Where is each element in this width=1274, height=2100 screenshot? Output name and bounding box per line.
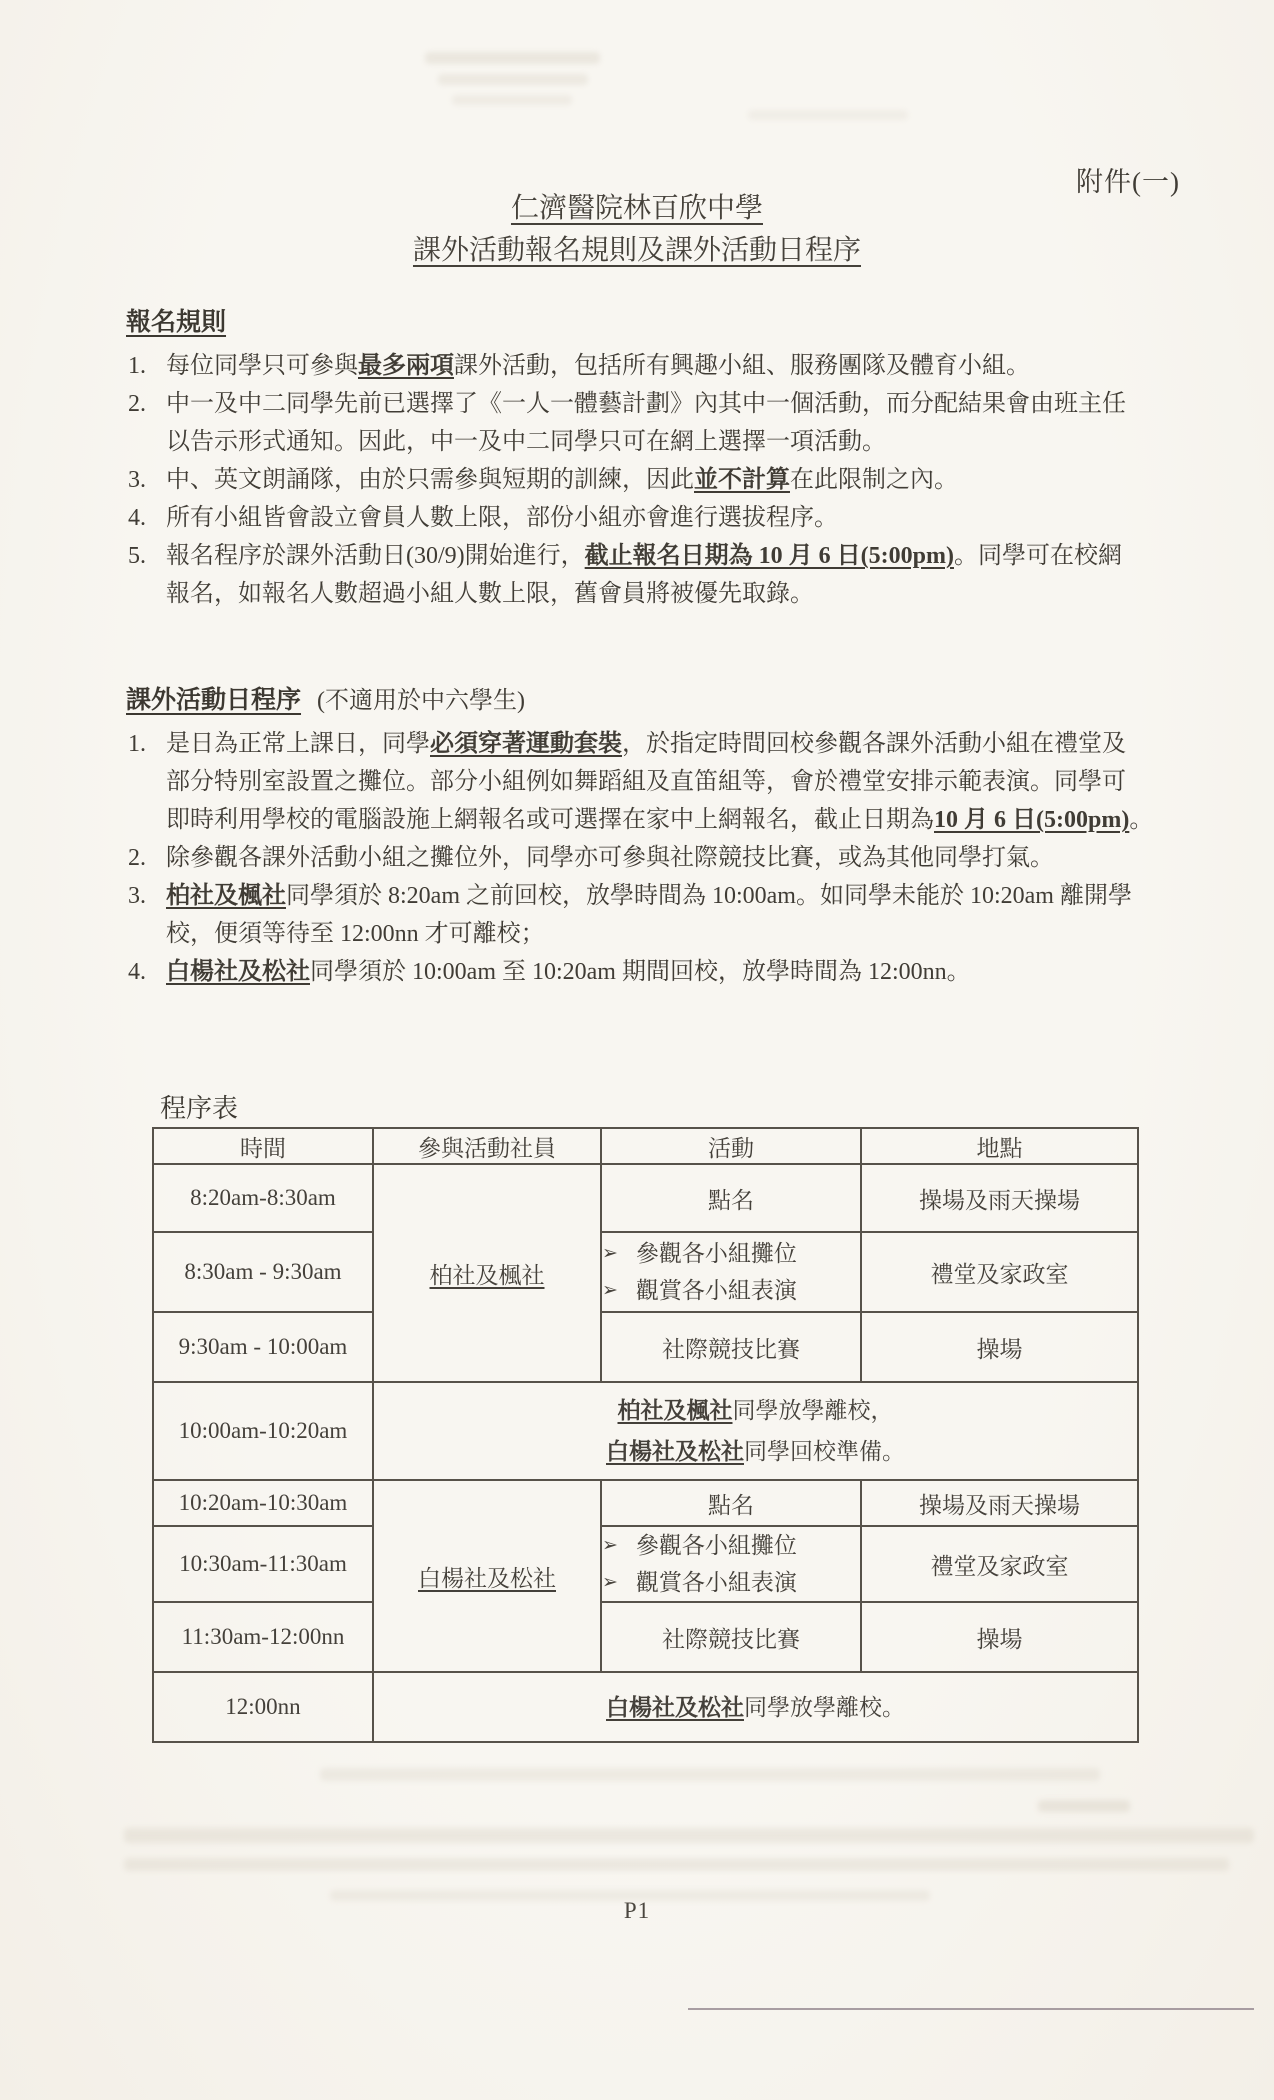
group-cell: 白楊社及松社 [373, 1480, 601, 1672]
schedule-header-row [153, 1128, 1138, 1164]
location-cell: 操場 [861, 1312, 1138, 1382]
schedule-row [153, 1232, 1138, 1312]
item-line: 報名程序於課外活動日(30/9)開始進行，截止報名日期為 10 月 6 日(5:00pm)。同學可在校網 [166, 543, 1122, 569]
activity-cell: 點名 [601, 1480, 861, 1526]
item-line: 中一及中二同學先前已選擇了《一人一體藝計劃》內其中一個活動，而分配結果會由班主任 [166, 391, 1126, 417]
time-cell: 10:30am-11:30am [153, 1526, 373, 1602]
list-item [120, 725, 1195, 839]
scan-bleedthrough-mark [330, 1890, 930, 1901]
document-title-block [0, 188, 1274, 272]
attachment-label: 附件(一) [1076, 167, 1180, 197]
schedule-table-label: 程序表 [160, 1094, 239, 1123]
scan-bleedthrough-mark [748, 110, 908, 120]
school-name: 仁濟醫院林百欣中學 [510, 193, 763, 224]
activity-heading-row [120, 680, 1195, 725]
scan-bleedthrough-mark [1038, 1800, 1130, 1812]
item-number: 4. [128, 959, 146, 985]
item-number: 1. [128, 731, 146, 757]
bullet-line [602, 1235, 860, 1272]
activity-day-section [120, 680, 1195, 991]
merged-note-cell [373, 1382, 1138, 1480]
schedule-row [153, 1602, 1138, 1672]
activity-cell [601, 1232, 861, 1312]
item-number: 2. [128, 391, 146, 417]
location-cell: 禮堂及家政室 [861, 1526, 1138, 1602]
time-cell: 8:30am - 9:30am [153, 1232, 373, 1312]
activity-day-list [120, 725, 1195, 991]
activity-cell: 社際競技比賽 [601, 1312, 861, 1382]
group-cell: 柏社及楓社 [373, 1164, 601, 1382]
time-cell: 8:20am-8:30am [153, 1164, 373, 1232]
rules-heading: 報名規則 [126, 309, 227, 336]
scan-bleedthrough-mark [320, 1768, 1100, 1781]
item-line: 每位同學只可參與最多兩項課外活動，包括所有興趣小組、服務團隊及體育小組。 [166, 353, 1030, 379]
item-number: 1. [128, 353, 146, 379]
arrow-bullet-icon: ➢ [602, 1243, 618, 1264]
item-number: 4. [128, 505, 146, 531]
time-cell: 10:00am-10:20am [153, 1382, 373, 1480]
item-line: 校，便須等待至 12:00nn 才可離校； [166, 921, 545, 947]
bullet-line [602, 1527, 860, 1564]
item-line: 以告示形式通知。因此，中一及中二同學只可在網上選擇一項活動。 [166, 429, 886, 455]
scan-bleedthrough-mark [124, 1858, 1229, 1871]
bullet-text: 參觀各小組攤位 [635, 1241, 797, 1266]
time-cell: 12:00nn [153, 1672, 373, 1742]
item-line: 中、英文朗誦隊，由於只需參與短期的訓練，因此並不計算在此限制之內。 [166, 467, 958, 493]
schedule-row [153, 1526, 1138, 1602]
activity-cell [601, 1526, 861, 1602]
location-cell: 操場及雨天操場 [861, 1164, 1138, 1232]
item-line: 部分特別室設置之攤位。部分小組例如舞蹈組及直笛組等，會於禮堂安排示範表演。同學可 [166, 769, 1126, 795]
scan-artifact-line [688, 2008, 1254, 2010]
bullet-line [602, 1272, 860, 1309]
item-line: 柏社及楓社同學須於 8:20am 之前回校，放學時間為 10:00am。如同學未能於 10:20am 離開學 [166, 883, 1132, 909]
activity-cell: 點名 [601, 1164, 861, 1232]
schedule-row [153, 1164, 1138, 1232]
document-subtitle: 課外活動報名規則及課外活動日程序 [412, 235, 861, 266]
list-item [120, 461, 1195, 499]
location-cell: 操場 [861, 1602, 1138, 1672]
arrow-bullet-icon: ➢ [602, 1280, 618, 1301]
col-header-activity: 活動 [601, 1128, 861, 1164]
col-header-group: 參與活動社員 [373, 1128, 601, 1164]
schedule-table [152, 1127, 1139, 1743]
bullet-text: 觀賞各小組表演 [635, 1570, 797, 1595]
item-number: 5. [128, 543, 146, 569]
scan-bleedthrough-mark [438, 74, 588, 85]
arrow-bullet-icon: ➢ [602, 1535, 618, 1556]
schedule-row [153, 1312, 1138, 1382]
item-line: 白楊社及松社同學須於 10:00am 至 10:20am 期間回校，放學時間為 12:00nn。 [166, 959, 971, 985]
list-item [120, 953, 1195, 991]
col-header-location: 地點 [861, 1128, 1138, 1164]
schedule-row [153, 1480, 1138, 1526]
scan-bleedthrough-mark [124, 1828, 1254, 1843]
activity-cell: 社際競技比賽 [601, 1602, 861, 1672]
list-item [120, 347, 1195, 385]
page-number: P1 [623, 1898, 651, 1923]
merged-note-line: 白楊社及松社同學放學離校。 [606, 1694, 905, 1720]
item-line: 除參觀各課外活動小組之攤位外，同學亦可參與社際競技比賽，或為其他同學打氣。 [166, 845, 1054, 871]
bullet-text: 觀賞各小組表演 [635, 1278, 797, 1303]
rules-heading-row [120, 302, 1195, 347]
list-item [120, 385, 1195, 461]
registration-rules-section [120, 302, 1195, 613]
schedule-row [153, 1382, 1138, 1480]
arrow-bullet-icon: ➢ [602, 1572, 618, 1593]
location-cell: 禮堂及家政室 [861, 1232, 1138, 1312]
scan-bleedthrough-mark [425, 52, 600, 64]
rules-list [120, 347, 1195, 613]
time-cell: 10:20am-10:30am [153, 1480, 373, 1526]
item-line: 所有小組皆會設立會員人數上限，部份小組亦會進行選拔程序。 [166, 505, 838, 531]
item-line: 即時利用學校的電腦設施上網報名或可選擇在家中上網報名，截止日期為10 月 6 日(5:00pm)。 [166, 807, 1154, 833]
item-line: 報名，如報名人數超過小組人數上限，舊會員將被優先取錄。 [166, 581, 814, 607]
location-cell: 操場及雨天操場 [861, 1480, 1138, 1526]
time-cell: 11:30am-12:00nn [153, 1602, 373, 1672]
schedule-row [153, 1672, 1138, 1742]
col-header-time: 時間 [153, 1128, 373, 1164]
time-cell: 9:30am - 10:00am [153, 1312, 373, 1382]
activity-day-heading: 課外活動日程序 [126, 687, 302, 714]
merged-note-cell [373, 1672, 1138, 1742]
bullet-line [602, 1564, 860, 1601]
item-number: 2. [128, 845, 146, 871]
list-item [120, 499, 1195, 537]
item-number: 3. [128, 467, 146, 493]
activity-day-heading-note: (不適用於中六學生) [317, 688, 525, 714]
item-line: 是日為正常上課日，同學必須穿著運動套裝，於指定時間回校參觀各課外活動小組在禮堂及 [166, 731, 1126, 757]
list-item [120, 877, 1195, 953]
merged-note-line: 柏社及楓社同學放學離校， [617, 1398, 894, 1423]
scan-bleedthrough-mark [452, 95, 572, 105]
item-number: 3. [128, 883, 146, 909]
list-item [120, 537, 1195, 613]
merged-note-line: 白楊社及松社同學回校準備。 [606, 1439, 905, 1464]
bullet-text: 參觀各小組攤位 [635, 1533, 797, 1558]
list-item [120, 839, 1195, 877]
